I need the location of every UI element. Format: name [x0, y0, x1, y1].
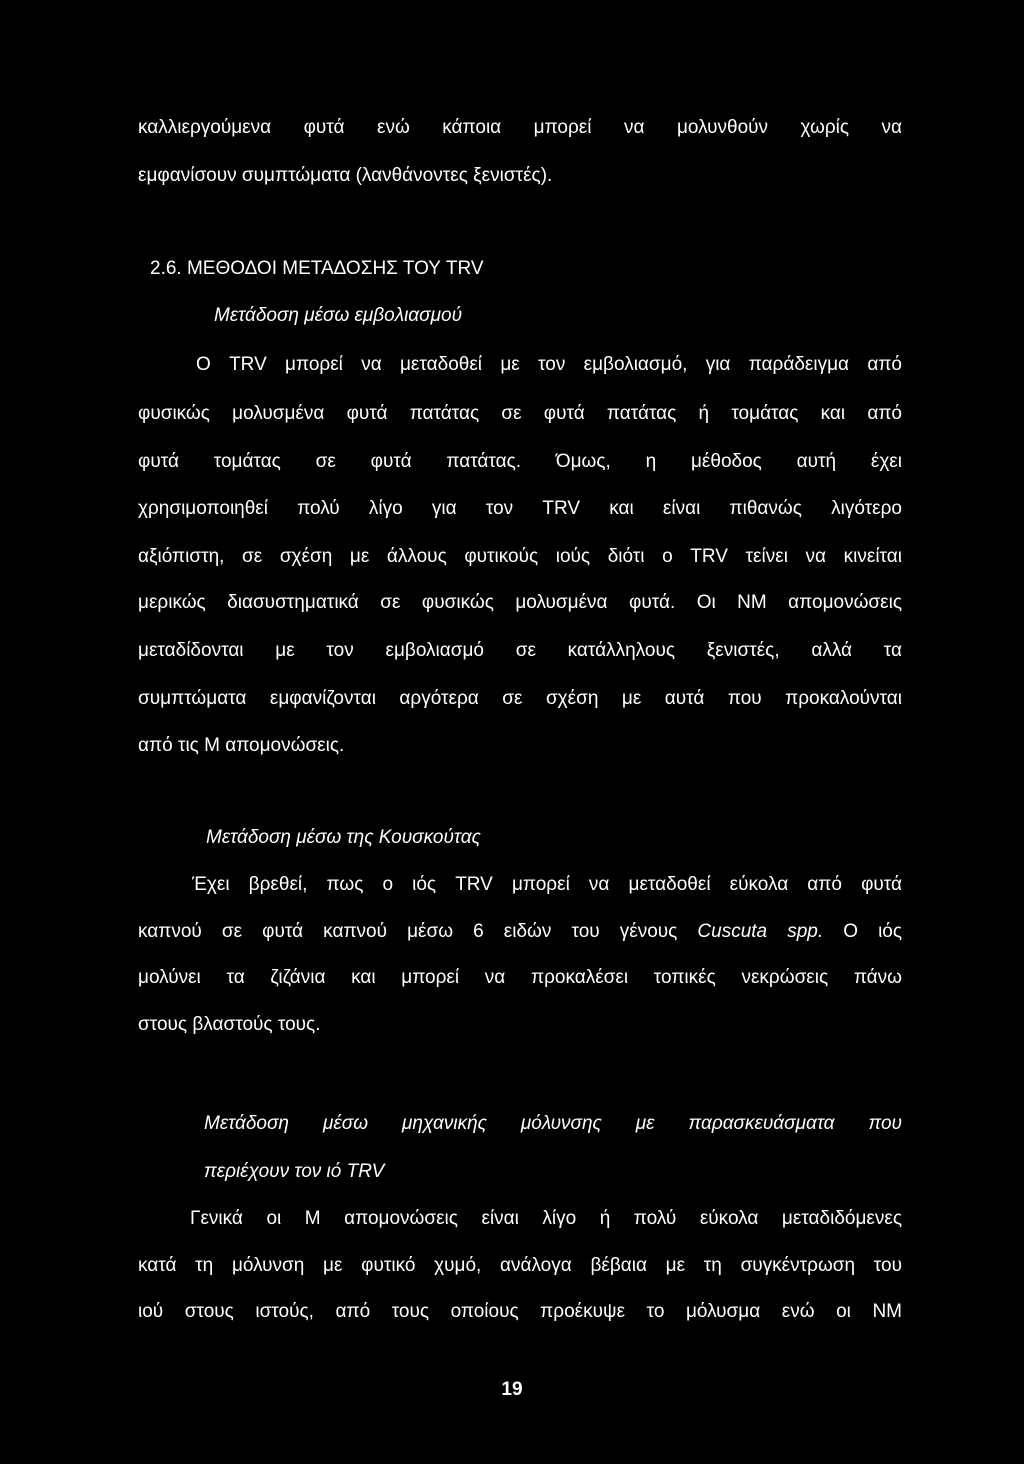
- text-run: καπνού σε φυτά καπνού μέσω 6 ειδών του γένους: [138, 921, 698, 942]
- mechanical-subheading-line-1: Μετάδοση μέσω μηχανικής μόλυνσης με παρασκευάσματα που: [204, 1113, 902, 1134]
- paragraph-line: ιού στους ιστούς, από τους οποίους προέκυψε το μόλυσμα ενώ οι ΝΜ: [138, 1301, 902, 1322]
- paragraph-line: Έχει βρεθεί, πως ο ιός TRV μπορεί να μεταδοθεί εύκολα από φυτά: [192, 874, 902, 895]
- paragraph-line: μερικώς διασυστηματικά σε φυσικώς μολυσμένα φυτά. Οι ΝΜ απομονώσεις: [138, 592, 902, 613]
- paragraph-line: [138, 920, 902, 944]
- page-number: 19: [501, 1379, 523, 1400]
- intro-line-2: εμφανίσουν συμπτώματα (λανθάνοντες ξενιστές).: [138, 165, 553, 186]
- paragraph-line: στους βλαστούς τους.: [138, 1014, 321, 1035]
- paragraph-line: μεταδίδονται με τον εμβολιασμό σε κατάλληλους ξενιστές, αλλά τα: [138, 640, 902, 661]
- section-heading: 2.6. ΜΕΘΟΔΟΙ ΜΕΤΑΔΟΣΗΣ ΤΟΥ TRV: [150, 258, 484, 279]
- paragraph-line: χρησιμοποιηθεί πολύ λίγο για τον TRV και είναι πιθανώς λιγότερο: [138, 498, 902, 519]
- paragraph-line: κατά τη μόλυνση με φυτικό χυμό, ανάλογα βέβαια με τη συγκέντρωση του: [138, 1255, 902, 1276]
- paragraph-line: φυσικώς μολυσμένα φυτά πατάτας σε φυτά πατάτας ή τομάτας και από: [138, 403, 902, 424]
- paragraph-line: φυτά τομάτας σε φυτά πατάτας. Όμως, η μέθοδος αυτή έχει: [138, 451, 902, 472]
- dodder-subheading: Μετάδοση μέσω της Κουσκούτας: [206, 827, 481, 848]
- mechanical-subheading-line-2: περιέχουν τον ιό TRV: [204, 1161, 385, 1182]
- grafting-subheading: Μετάδοση μέσω εμβολιασμού: [214, 305, 463, 326]
- text-run: Ο ιός: [823, 921, 903, 942]
- intro-line-1: καλλιεργούμενα φυτά ενώ κάποια μπορεί να μολυνθούν χωρίς να: [138, 117, 902, 138]
- paragraph-line: αξιόπιστη, σε σχέση με άλλους φυτικούς ιούς διότι ο TRV τείνει να κινείται: [138, 546, 902, 567]
- species-name: Cuscuta spp.: [697, 921, 824, 942]
- paragraph-line: μολύνει τα ζιζάνια και μπορεί να προκαλέσει τοπικές νεκρώσεις πάνω: [138, 967, 902, 988]
- paragraph-line: Ο TRV μπορεί να μεταδοθεί με τον εμβολιασμό, για παράδειγμα από: [196, 354, 902, 375]
- paragraph-line: Γενικά οι Μ απομονώσεις είναι λίγο ή πολύ εύκολα μεταδιδόμενες: [190, 1208, 902, 1229]
- paragraph-line: από τις Μ απομονώσεις.: [138, 735, 345, 756]
- paragraph-line: συμπτώματα εμφανίζονται αργότερα σε σχέση με αυτά που προκαλούνται: [138, 688, 902, 709]
